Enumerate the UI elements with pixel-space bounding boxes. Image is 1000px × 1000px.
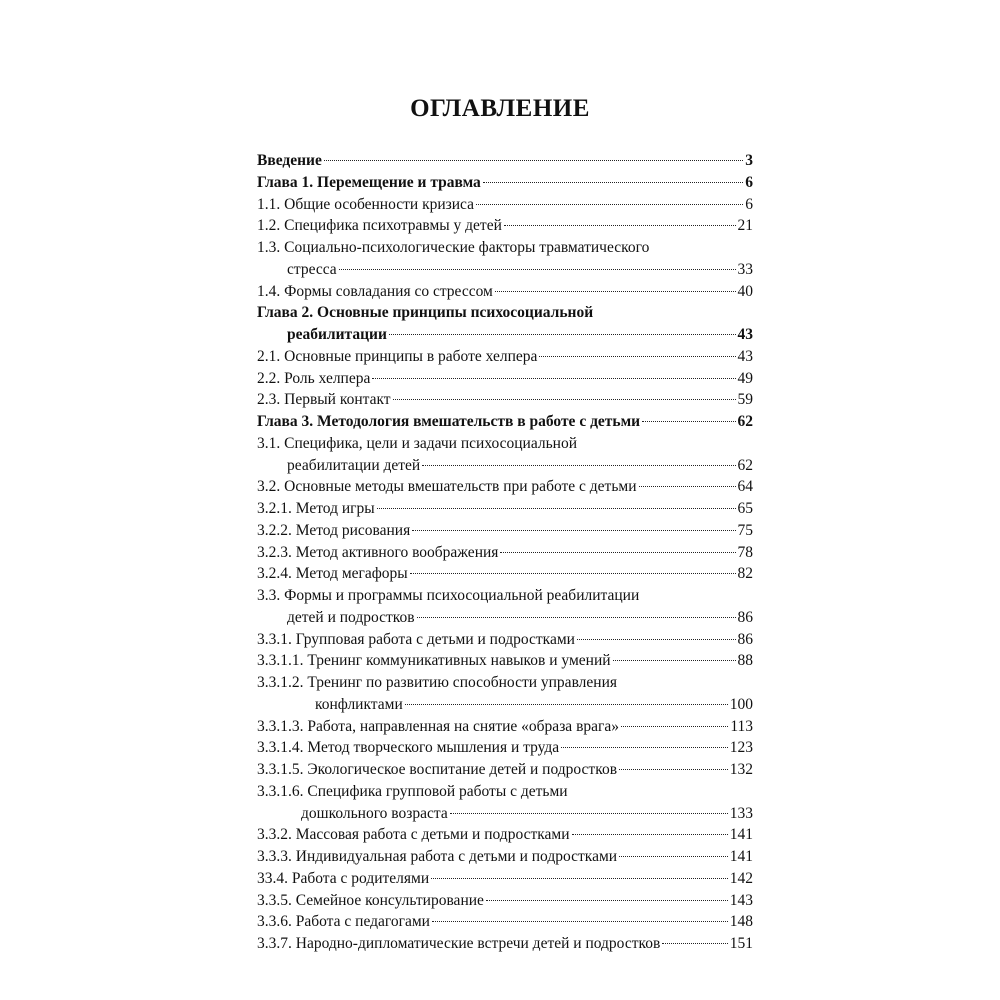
toc-entry [257, 150, 753, 172]
dot-leader [500, 552, 735, 553]
toc-entry-title: 2.2. Роль хелпера [257, 369, 371, 387]
dot-leader [431, 878, 728, 879]
toc-page-number: 151 [729, 935, 753, 952]
dot-leader [561, 747, 728, 748]
toc-entry-title: детей и подростков [287, 608, 415, 626]
toc-entry [257, 433, 753, 455]
toc-page-number: 40 [737, 282, 753, 300]
toc-entry-title: 3.3.1.1. Тренинг коммуникативных навыков и умений [257, 652, 611, 670]
dot-leader [539, 356, 735, 357]
dot-leader [450, 813, 728, 814]
dot-leader [422, 465, 735, 466]
toc-page-number: 78 [737, 543, 753, 561]
dot-leader [621, 726, 728, 727]
toc-page-number: 64 [737, 478, 753, 496]
dot-leader [372, 378, 735, 379]
toc-entry-title: 3.3.1. Групповая работа с детьми и подростками [257, 630, 575, 648]
toc-entry-title: 2.1. Основные принципы в работе хелпера [257, 347, 538, 365]
toc-entry-title: 1.2. Специфика психотравмы у детей [257, 217, 502, 235]
toc-entry [257, 694, 753, 716]
toc-entry [257, 781, 753, 803]
toc-entry-title: 3.3.1.3. Работа, направленная на снятие «образа врага» [257, 717, 620, 735]
toc-entry-title: 3.3.1.4. Метод творческого мышления и труда [257, 739, 560, 757]
toc-entry-title: Введение [257, 152, 322, 169]
toc-page-number: 6 [745, 173, 753, 191]
toc-page-number: 141 [729, 848, 753, 865]
toc-entry-title: 1.3. Социально-психологические факторы травматического [257, 239, 650, 256]
dot-leader [417, 617, 736, 618]
toc-entry [257, 520, 753, 542]
toc-entry [257, 237, 753, 259]
dot-leader [504, 225, 736, 226]
dot-leader [642, 421, 735, 422]
toc-entry [257, 629, 753, 651]
toc-entry-title: 3.3.1.6. Специфика групповой работы с детьми [257, 782, 568, 800]
toc-entry [257, 194, 753, 216]
toc-page-number: 113 [730, 717, 753, 735]
toc-entry [257, 585, 753, 607]
toc-entry [257, 215, 753, 237]
toc-entry-title: Глава 1. Перемещение и травма [257, 173, 481, 191]
dot-leader [486, 900, 728, 901]
dot-leader [577, 639, 736, 640]
toc-page-number: 3 [745, 152, 753, 169]
toc-entry-title: Глава 2. Основные принципы психосоциальной [257, 304, 594, 322]
toc-page-number: 100 [729, 695, 753, 713]
toc-entry-title: 3.2.1. Метод игры [257, 500, 375, 517]
toc-entry [257, 607, 753, 629]
toc-entry [257, 672, 753, 694]
toc-page-number: 141 [729, 826, 753, 844]
dot-leader [483, 182, 743, 183]
dot-leader [410, 573, 736, 574]
toc-entry [257, 716, 753, 738]
toc-entry-title: 3.3.1.5. Экологическое воспитание детей и подростков [257, 761, 618, 778]
toc-entry [257, 172, 753, 194]
toc-entry [257, 324, 753, 346]
toc-page-number: 88 [737, 652, 753, 670]
toc-entry-title: 3.3.5. Семейное консультирование [257, 891, 484, 909]
toc-page-number: 43 [737, 347, 753, 365]
toc-entry [257, 281, 753, 303]
toc-page-number: 62 [737, 456, 753, 474]
toc-entry-title: 3.3.3. Индивидуальная работа с детьми и подростками [257, 848, 618, 865]
toc-entry [257, 368, 753, 390]
toc-entry [257, 933, 753, 955]
toc-entry-title: конфликтами [315, 695, 403, 713]
toc-page-number: 33 [737, 260, 753, 278]
dot-leader [393, 399, 736, 400]
dot-leader [639, 486, 736, 487]
toc-entry-title: 3.3.1.2. Тренинг по развитию способности управления [257, 674, 618, 691]
toc-entry [257, 476, 753, 498]
toc-entry [257, 302, 753, 324]
dot-leader [377, 508, 736, 509]
toc-page-number: 142 [729, 869, 753, 887]
toc-page-number: 143 [729, 891, 753, 909]
toc-entry [257, 650, 753, 672]
toc-page-number: 62 [737, 413, 753, 430]
toc-entry-title: 3.2.2. Метод рисования [257, 521, 411, 539]
toc-entry [257, 455, 753, 477]
toc-entry [257, 824, 753, 846]
toc-entry [257, 803, 753, 825]
toc-entry-title: 3.2.4. Метод мегафоры [257, 565, 408, 583]
toc-entry-title: 3.2. Основные методы вмешательств при работе с детьми [257, 478, 637, 496]
toc-page-number: 123 [729, 739, 753, 757]
toc-entry [257, 346, 753, 368]
toc-entry-title: 33.4. Работа с родителями [257, 869, 430, 887]
toc-entry-title: Глава 3. Методология вмешательств в работе с детьми [257, 413, 641, 430]
toc-entry-title: 1.4. Формы совладания со стрессом [257, 282, 493, 300]
toc-entry-title: 3.2.3. Метод активного воображения [257, 543, 499, 561]
dot-leader [389, 334, 736, 335]
toc-entry-title: 1.1. Общие особенности кризиса [257, 195, 475, 213]
toc-page-number: 6 [745, 195, 753, 213]
toc-entry-title: реабилитации детей [287, 456, 421, 474]
dot-leader [476, 204, 743, 205]
toc-entry-title: дошкольного возраста [301, 804, 448, 822]
toc-page-number: 21 [737, 217, 753, 235]
dot-leader [495, 291, 736, 292]
toc-entry [257, 846, 753, 868]
toc-entry-title: 2.3. Первый контакт [257, 391, 391, 409]
toc-page-number: 49 [737, 369, 753, 387]
dot-leader [412, 530, 735, 531]
dot-leader [572, 834, 728, 835]
toc-entry [257, 259, 753, 281]
dot-leader [619, 856, 728, 857]
dot-leader [619, 769, 728, 770]
toc-page-number: 132 [729, 761, 753, 778]
toc-page-number: 82 [737, 565, 753, 583]
toc-entry-title: стресса [287, 260, 337, 278]
toc-entry-title: 3.1. Специфика, цели и задачи психосоциальной [257, 434, 577, 452]
toc-entry [257, 911, 753, 933]
dot-leader [613, 660, 736, 661]
toc-entry [257, 737, 753, 759]
toc-entry [257, 759, 753, 781]
toc-entry-title: 3.3.2. Массовая работа с детьми и подростками [257, 826, 570, 844]
toc-entry [257, 411, 753, 433]
toc-page-number: 148 [729, 913, 753, 931]
toc-page-number: 86 [737, 630, 753, 648]
toc-entry [257, 498, 753, 520]
toc-page-number: 43 [737, 326, 753, 343]
toc-entry-title: реабилитации [287, 326, 387, 343]
table-of-contents [257, 150, 753, 955]
toc-entry [257, 890, 753, 912]
toc-entry [257, 542, 753, 564]
toc-entry [257, 389, 753, 411]
toc-page-number: 75 [737, 521, 753, 539]
dot-leader [339, 269, 736, 270]
toc-page-number: 133 [729, 804, 753, 822]
dot-leader [405, 704, 728, 705]
page-title: ОГЛАВЛЕНИЕ [410, 95, 590, 122]
toc-page-number: 65 [737, 500, 753, 517]
toc-entry [257, 563, 753, 585]
toc-page-number: 59 [737, 391, 753, 409]
dot-leader [324, 160, 743, 161]
toc-entry-title: 3.3.7. Народно-дипломатические встречи детей и подростков [257, 935, 661, 952]
toc-page-number: 86 [737, 608, 753, 626]
dot-leader [432, 921, 728, 922]
toc-entry [257, 868, 753, 890]
dot-leader [662, 943, 727, 944]
toc-entry-title: 3.3.6. Работа с педагогами [257, 913, 430, 931]
toc-entry-title: 3.3. Формы и программы психосоциальной реабилитации [257, 587, 640, 604]
